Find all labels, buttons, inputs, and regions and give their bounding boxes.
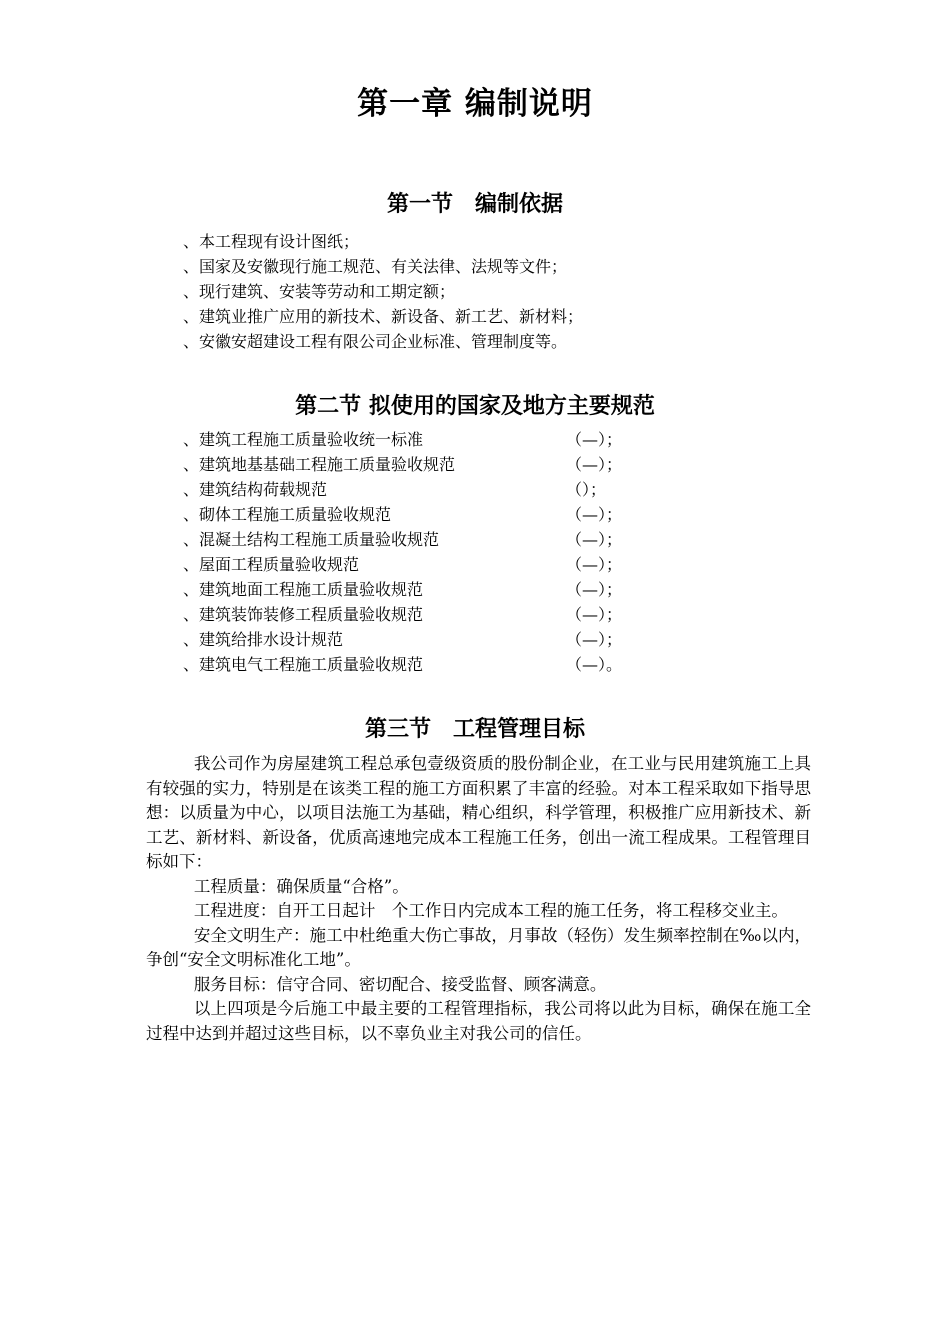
basis-item: 、建筑业推广应用的新技术、新设备、新工艺、新材料； <box>183 307 584 326</box>
standard-name: 、建筑结构荷载规范 <box>183 480 328 499</box>
section-2-title: 第二节 拟使用的国家及地方主要规范 <box>295 394 655 419</box>
standard-item <box>183 602 663 627</box>
standard-name: 、建筑电气工程施工质量验收规范 <box>183 655 424 674</box>
standard-name: 、建筑给排水设计规范 <box>183 630 344 649</box>
paragraph: 我公司作为房屋建筑工程总承包壹级资质的股份制企业，在工业与民用建筑施工上具有较强的实力，特别是在该类工程的施工方面积累了丰富的经验。对本工程采取如下指导思想：以质量为中心，以项目法施工为基础，精心组织，科学管理，积极推广应用新技术、新工艺、新材料、新设备，优质高速地完成本工程施工任务，创出一流工程成果。工程管理目标如下： <box>146 754 811 871</box>
standard-name: 、建筑装饰装修工程质量验收规范 <box>183 605 424 624</box>
standard-code: （—）； <box>566 530 623 549</box>
standard-code: （—）； <box>566 605 623 624</box>
standard-code: （—）； <box>566 630 623 649</box>
section-1-title: 第一节 编制依据 <box>386 192 563 217</box>
standard-code: （—）； <box>566 555 623 574</box>
basis-item: 、国家及安徽现行施工规范、有关法律、法规等文件； <box>183 257 568 276</box>
standard-code: （—）。 <box>566 655 623 674</box>
standard-code: （—）； <box>566 505 623 524</box>
standard-item <box>183 552 663 577</box>
standard-item <box>183 652 663 677</box>
paragraph: 服务目标：信守合同、密切配合、接受监督、顾客满意。 <box>193 974 607 994</box>
standard-code: （—）； <box>566 455 623 474</box>
paragraph: 安全文明生产：施工中杜绝重大伤亡事故，月事故（轻伤）发生频率控制在‰以内，争创“安全文明标准化工地”。 <box>146 925 811 969</box>
standard-name: 、建筑地面工程施工质量验收规范 <box>183 580 424 599</box>
standard-item <box>183 477 663 502</box>
standard-code: （—）； <box>566 430 623 449</box>
management-goals-text <box>146 752 811 1046</box>
standards-list <box>183 427 663 677</box>
section-3-title: 第三节 工程管理目标 <box>364 717 585 742</box>
standard-item <box>183 627 663 652</box>
standard-name: 、混凝土结构工程施工质量验收规范 <box>183 530 440 549</box>
basis-list <box>183 229 583 354</box>
chapter-title: 第一章 编制说明 <box>357 86 593 122</box>
basis-item: 、现行建筑、安装等劳动和工期定额； <box>183 282 456 301</box>
standard-item <box>183 577 663 602</box>
paragraph: 工程进度：自开工日起计 个工作日内完成本工程的施工任务，将工程移交业主。 <box>193 901 788 920</box>
standard-item <box>183 452 663 477</box>
standard-name: 、砌体工程施工质量验收规范 <box>183 505 392 524</box>
basis-item: 、本工程现有设计图纸； <box>183 232 360 251</box>
basis-item: 、安徽安超建设工程有限公司企业标准、管理制度等。 <box>183 332 568 351</box>
standard-item <box>183 502 663 527</box>
standard-name: 、建筑地基基础工程施工质量验收规范 <box>183 455 456 474</box>
standard-name: 、建筑工程施工质量验收统一标准 <box>183 430 424 449</box>
standard-code: （—）； <box>566 580 623 599</box>
paragraph: 以上四项是今后施工中最主要的工程管理指标，我公司将以此为目标，确保在施工全过程中达到并超过这些目标，以不辜负业主对我公司的信任。 <box>146 999 811 1043</box>
standard-item <box>183 527 663 552</box>
standard-code: （）； <box>566 480 607 499</box>
standard-name: 、屋面工程质量验收规范 <box>183 555 360 574</box>
standard-item <box>183 427 663 452</box>
paragraph: 工程质量：确保质量“合格”。 <box>193 876 409 896</box>
